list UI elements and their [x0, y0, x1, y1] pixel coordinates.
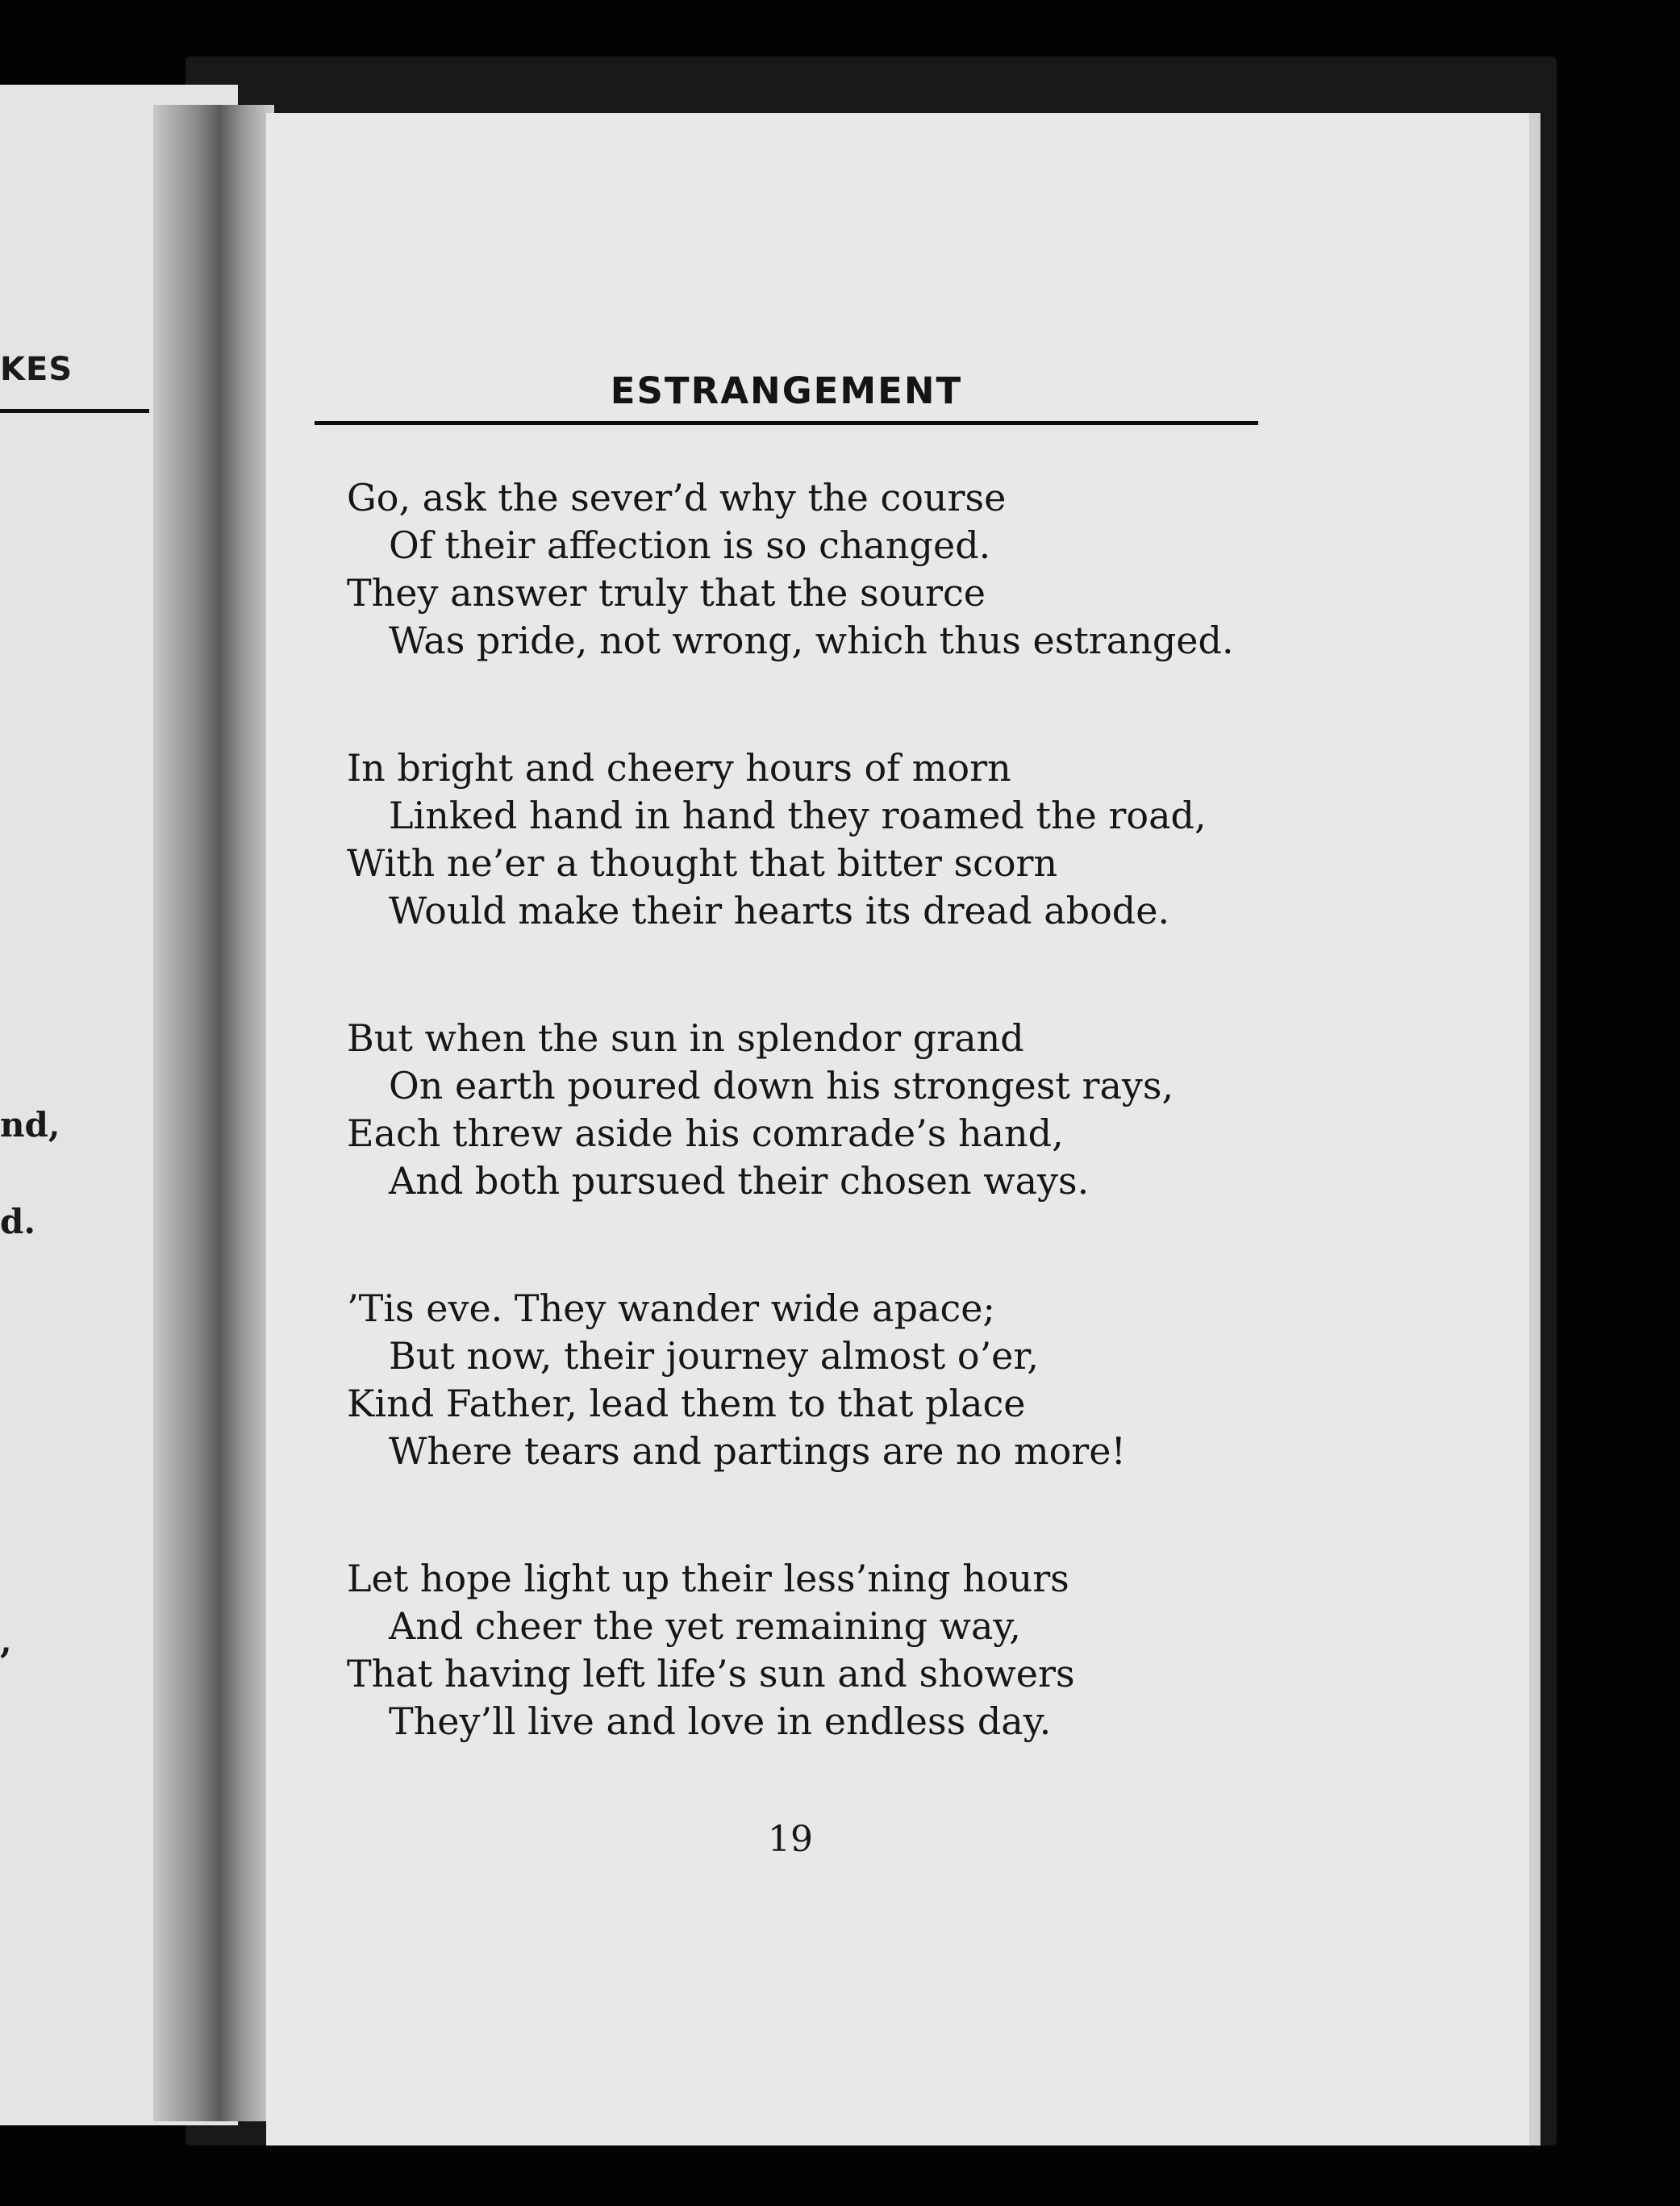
verse-line: In bright and cheery hours of morn [347, 746, 1011, 790]
verse-line: With ne’er a thought that bitter scorn [347, 841, 1058, 885]
verse-line: Go, ask the sever’d why the course [347, 476, 1007, 519]
verse-line: And cheer the yet remaining way, [389, 1604, 1021, 1648]
page-title: ESTRANGEMENT [610, 369, 963, 412]
left-page-line-fragment: , [0, 1621, 12, 1661]
verse-line: That having left life’s sun and showers [347, 1652, 1075, 1695]
stanza [347, 1555, 1315, 1745]
verse-line: On earth poured down his strongest rays, [389, 1064, 1174, 1107]
verse-line: Linked hand in hand they roamed the road, [389, 794, 1207, 837]
stanza [347, 744, 1315, 935]
verse-line: Would make their hearts its dread abode. [389, 889, 1170, 932]
left-page-header-rule [0, 409, 149, 413]
book-gutter [153, 105, 274, 2121]
verse-line: Of their affection is so changed. [389, 523, 991, 567]
left-page-line-fragment: nd, [0, 1105, 60, 1145]
verse-line: Was pride, not wrong, which thus estranged. [389, 619, 1234, 662]
left-page-header-fragment: KES [0, 351, 73, 388]
stanza [347, 1015, 1315, 1205]
verse-line: Let hope light up their less’ning hours [347, 1557, 1069, 1600]
verse-line: Where tears and partings are no more! [389, 1429, 1127, 1473]
title-rule [315, 421, 1258, 425]
left-page-line-fragment: d. [0, 1202, 35, 1241]
right-page [266, 113, 1540, 2146]
stanza [347, 474, 1315, 665]
verse-line: But when the sun in splendor grand [347, 1016, 1024, 1060]
verse-line: They answer truly that the source [347, 571, 986, 615]
verse-line: But now, their journey almost o’er, [389, 1334, 1039, 1378]
stanza [347, 1285, 1315, 1475]
verse-line: They’ll live and love in endless day. [389, 1699, 1052, 1743]
page-number: 19 [768, 1819, 813, 1860]
verse-line: Kind Father, lead them to that place [347, 1382, 1026, 1425]
verse-line: ’Tis eve. They wander wide apace; [347, 1286, 995, 1330]
verse-line: And both pursued their chosen ways. [389, 1159, 1090, 1203]
poem [347, 474, 1315, 1825]
verse-line: Each threw aside his comrade’s hand, [347, 1111, 1064, 1155]
